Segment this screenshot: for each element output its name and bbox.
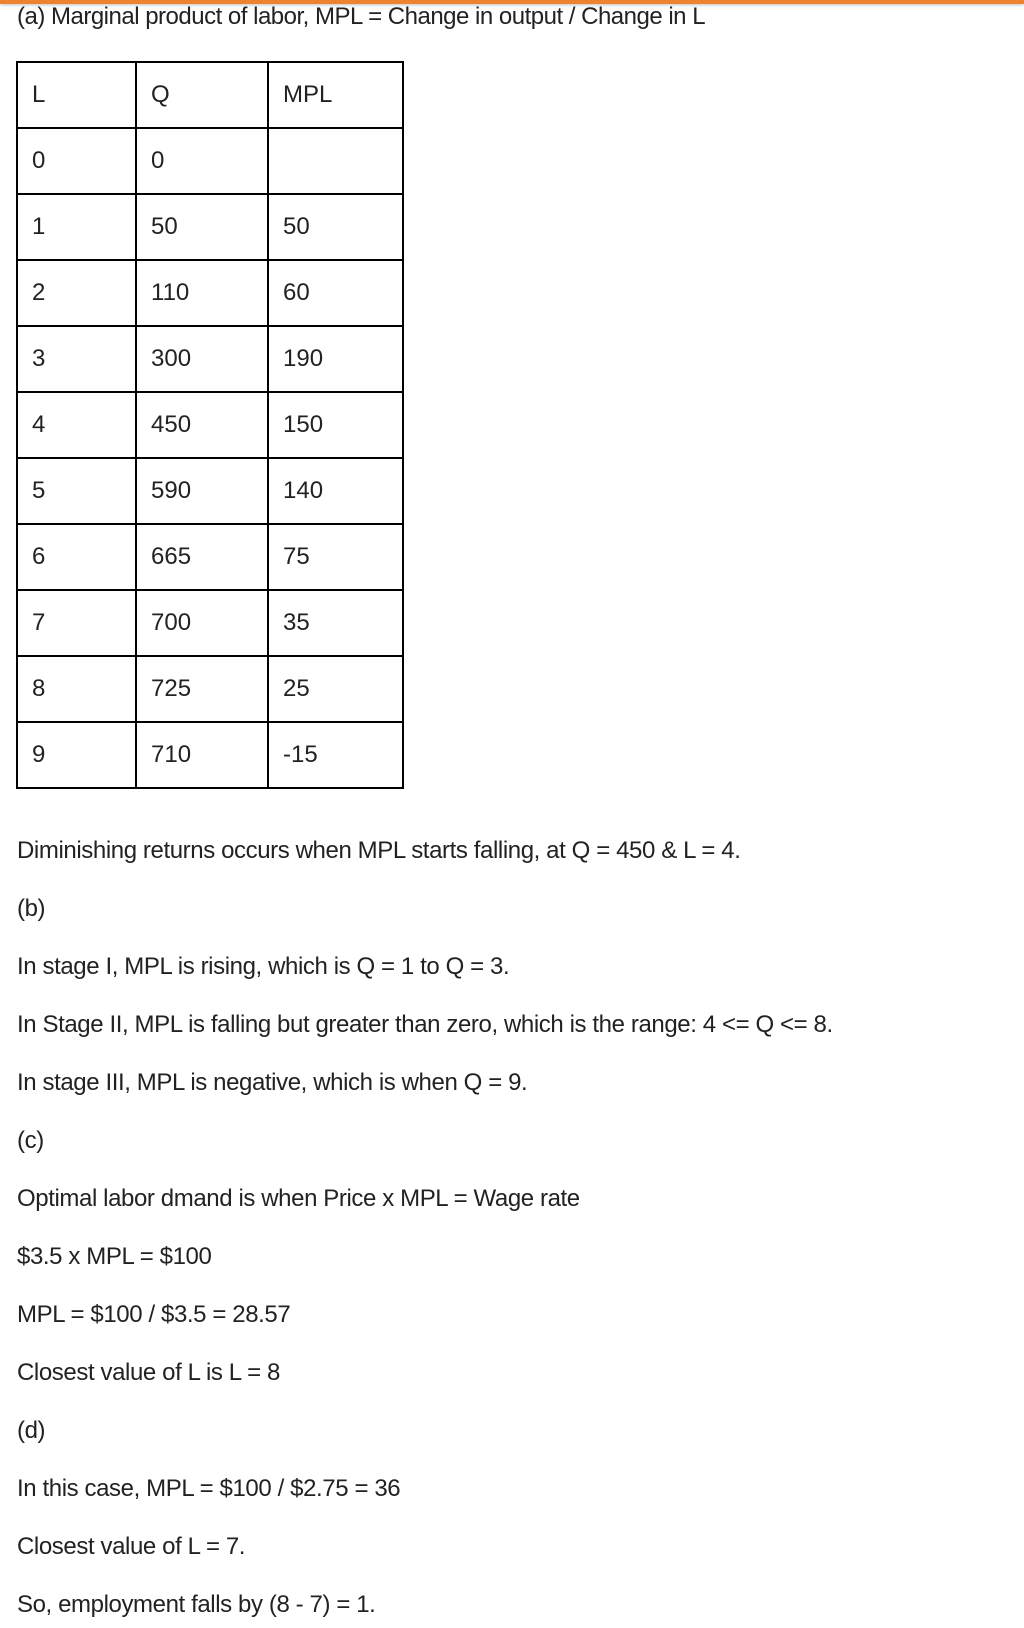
table-cell: 110 xyxy=(136,260,268,326)
table-cell: 150 xyxy=(268,392,403,458)
paragraph: Diminishing returns occurs when MPL starts falling, at Q = 450 & L = 4. xyxy=(17,837,741,864)
table-cell: 50 xyxy=(136,194,268,260)
table-cell: 665 xyxy=(136,524,268,590)
table-cell: 6 xyxy=(17,524,136,590)
table-row xyxy=(17,722,403,788)
paragraph: $3.5 x MPL = $100 xyxy=(17,1243,212,1270)
table-cell: 140 xyxy=(268,458,403,524)
paragraph: MPL = $100 / $3.5 = 28.57 xyxy=(17,1301,291,1328)
paragraph: So, employment falls by (8 - 7) = 1. xyxy=(17,1591,376,1618)
paragraph: (c) xyxy=(17,1127,44,1154)
paragraph: In stage III, MPL is negative, which is when Q = 9. xyxy=(17,1069,528,1096)
paragraph: In stage I, MPL is rising, which is Q = 1 to Q = 3. xyxy=(17,953,510,980)
table-cell: 60 xyxy=(268,260,403,326)
mpl-table xyxy=(16,61,404,789)
table-row xyxy=(17,590,403,656)
table-cell: 50 xyxy=(268,194,403,260)
paragraph: Optimal labor dmand is when Price x MPL = Wage rate xyxy=(17,1185,580,1212)
table-cell: 450 xyxy=(136,392,268,458)
table-cell: 190 xyxy=(268,326,403,392)
table-row xyxy=(17,326,403,392)
table-row xyxy=(17,392,403,458)
table-header-row xyxy=(17,62,403,128)
table-cell xyxy=(268,128,403,194)
table-cell: 590 xyxy=(136,458,268,524)
table-cell: 4 xyxy=(17,392,136,458)
table-row xyxy=(17,128,403,194)
table-cell: 75 xyxy=(268,524,403,590)
table-row xyxy=(17,194,403,260)
paragraph: (b) xyxy=(17,895,46,922)
paragraph: (d) xyxy=(17,1417,46,1444)
table-row xyxy=(17,458,403,524)
table-cell: 0 xyxy=(17,128,136,194)
table-cell: 710 xyxy=(136,722,268,788)
table-cell: 25 xyxy=(268,656,403,722)
table-cell: 700 xyxy=(136,590,268,656)
table-row xyxy=(17,656,403,722)
table-row xyxy=(17,260,403,326)
table-cell: 725 xyxy=(136,656,268,722)
paragraph: In this case, MPL = $100 / $2.75 = 36 xyxy=(17,1475,401,1502)
table-cell: 2 xyxy=(17,260,136,326)
table-cell: 1 xyxy=(17,194,136,260)
table-cell: 35 xyxy=(268,590,403,656)
table-cell: 300 xyxy=(136,326,268,392)
table-header-cell: L xyxy=(17,62,136,128)
paragraph: Closest value of L = 7. xyxy=(17,1533,246,1560)
table-header-cell: MPL xyxy=(268,62,403,128)
table-cell: 7 xyxy=(17,590,136,656)
table-cell: 9 xyxy=(17,722,136,788)
section-heading: (a) Marginal product of labor, MPL = Change in output / Change in L xyxy=(17,3,706,30)
paragraph: In Stage II, MPL is falling but greater than zero, which is the range: 4 <= Q <= 8. xyxy=(17,1011,833,1038)
table-cell: -15 xyxy=(268,722,403,788)
table-cell: 0 xyxy=(136,128,268,194)
table-cell: 5 xyxy=(17,458,136,524)
paragraph: Closest value of L is L = 8 xyxy=(17,1359,280,1386)
table-cell: 8 xyxy=(17,656,136,722)
table-row xyxy=(17,524,403,590)
table-header-cell: Q xyxy=(136,62,268,128)
table-cell: 3 xyxy=(17,326,136,392)
